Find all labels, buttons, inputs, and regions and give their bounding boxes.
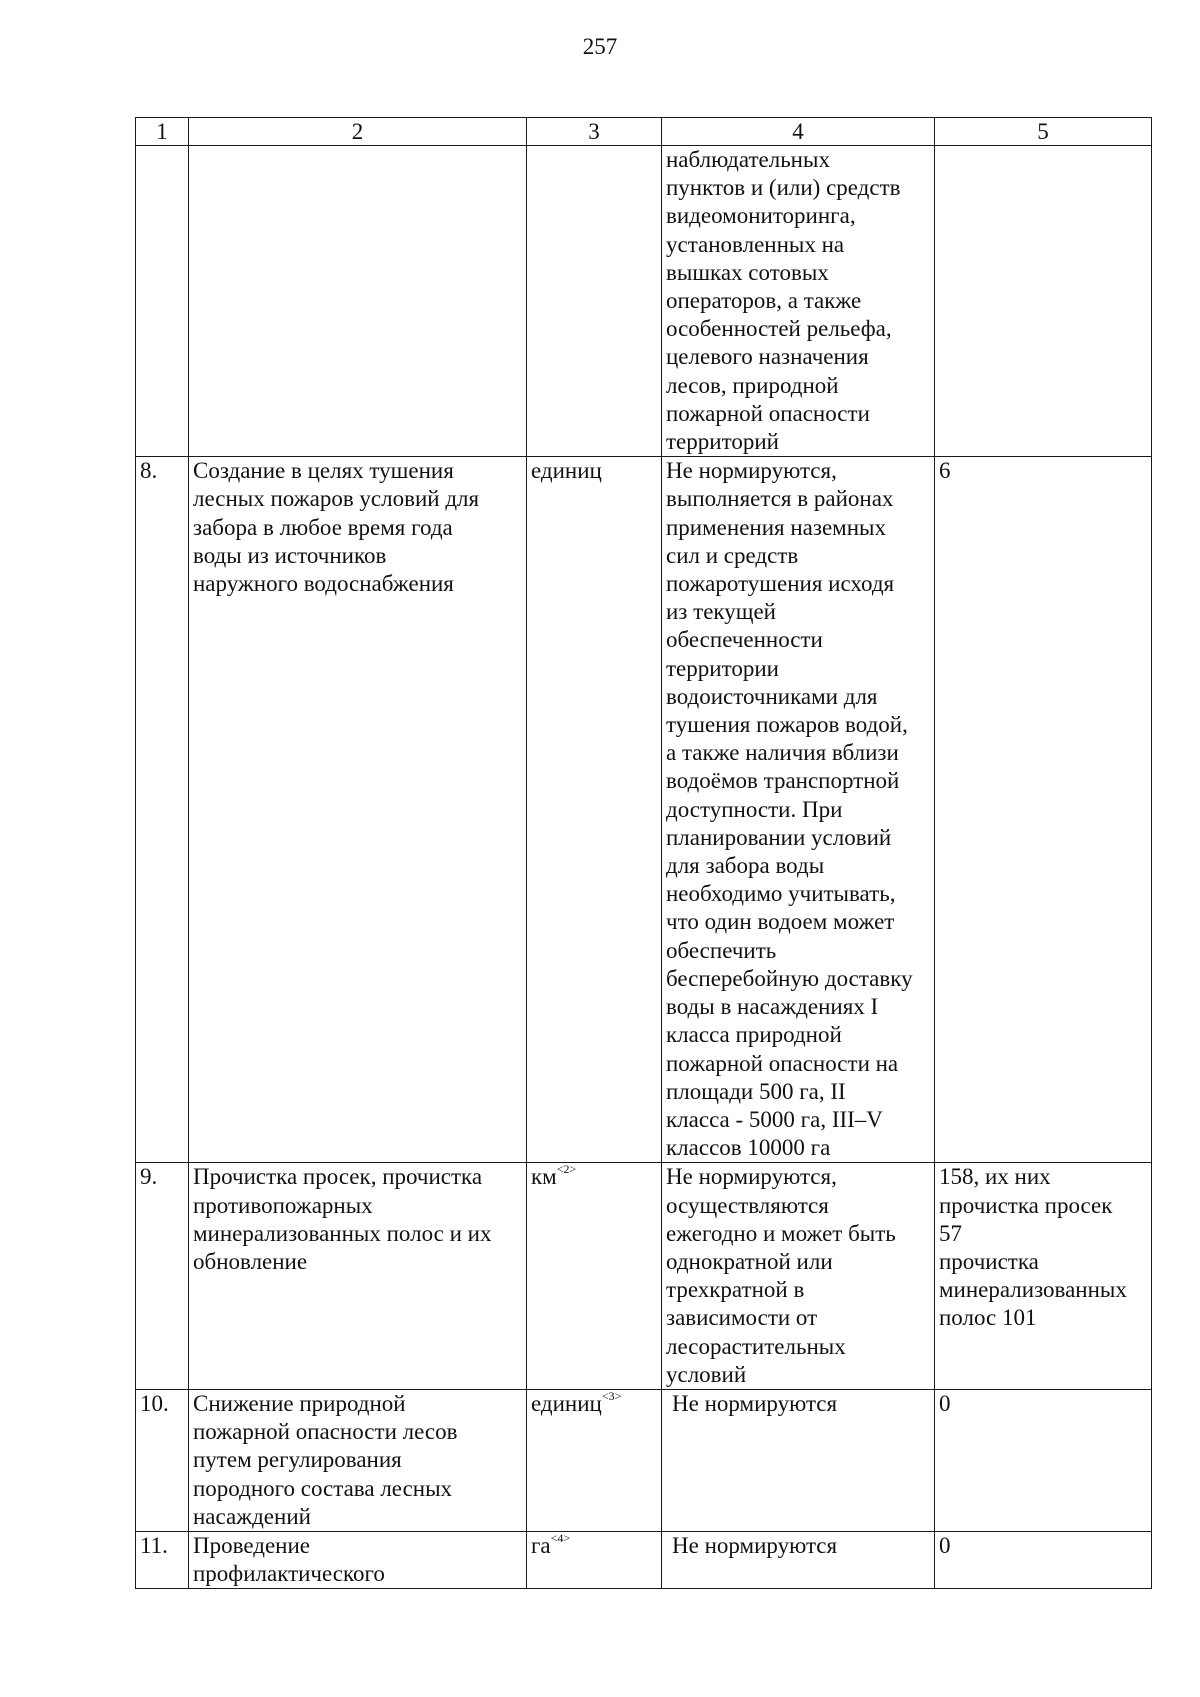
header-cell-4: 4	[662, 118, 935, 146]
activity-name-cell: Создание в целях тушения лесных пожаров условий для забора в любое время года воды из источников наружного водоснабжения	[189, 457, 527, 1163]
row-number-cell: 8.	[136, 457, 189, 1163]
value-cell: 158, их них прочистка просек 57 прочистка минерализованных полос 101	[935, 1163, 1152, 1390]
unit-cell	[527, 1163, 662, 1390]
norm-cell: наблюдательных пунктов и (или) средств видеомониторинга, установленных на вышках сотовых операторов, а также особенностей рельефа, целевого назначения лесов, природной пожарной опасности территорий	[662, 146, 935, 457]
header-cell-1: 1	[136, 118, 189, 146]
table-row-11	[136, 1531, 1152, 1588]
header-cell-3: 3	[527, 118, 662, 146]
table-row-10	[136, 1389, 1152, 1531]
unit-text: га	[531, 1532, 551, 1558]
header-cell-2: 2	[189, 118, 527, 146]
unit-footnote-ref: <3>	[601, 1388, 622, 1403]
table-row-9	[136, 1163, 1152, 1390]
value-cell: 6	[935, 457, 1152, 1163]
value-cell: 0	[935, 1531, 1152, 1588]
row-number-cell: 9.	[136, 1163, 189, 1390]
unit-footnote-ref: <4>	[550, 1530, 571, 1545]
activity-name-cell: Снижение природной пожарной опасности лесов путем регулирования породного состава лесных насаждений	[189, 1389, 527, 1531]
norm-cell: Не нормируются, осуществляются ежегодно и может быть однократной или трехкратной в зависимости от лесорастительных условий	[662, 1163, 935, 1390]
norm-cell: Не нормируются	[662, 1389, 935, 1531]
activity-name-cell	[189, 146, 527, 457]
activity-name-cell: Проведение профилактического	[189, 1531, 527, 1588]
value-cell	[935, 146, 1152, 457]
header-cell-5: 5	[935, 118, 1152, 146]
unit-cell	[527, 1531, 662, 1588]
table-row-continuation	[136, 146, 1152, 457]
unit-footnote-ref: <2>	[556, 1162, 577, 1177]
value-cell: 0	[935, 1389, 1152, 1531]
norms-table	[135, 117, 1152, 1589]
unit-cell	[527, 457, 662, 1163]
norm-cell: Не нормируются	[662, 1531, 935, 1588]
row-number-cell: 10.	[136, 1389, 189, 1531]
activity-name-cell: Прочистка просек, прочистка противопожарных минерализованных полос и их обновление	[189, 1163, 527, 1390]
page-number: 257	[582, 34, 618, 59]
unit-text: единиц	[531, 458, 602, 484]
unit-text: км	[531, 1164, 557, 1190]
row-number-cell: 11.	[136, 1531, 189, 1588]
table-header-row	[136, 118, 1152, 146]
unit-text: единиц	[531, 1390, 602, 1416]
unit-cell	[527, 1389, 662, 1531]
unit-cell	[527, 146, 662, 457]
norm-cell: Не нормируются, выполняется в районах применения наземных сил и средств пожаротушения исходя из текущей обеспеченности территории водоисточниками для тушения пожаров водой, а также наличия вблизи водоёмов транспортной доступности. При планировании условий для забора воды необходимо учитывать, что один водоем может обеспечить бесперебойную доставку воды в насаждениях I класса природной пожарной опасности на площади 500 га, II класса - 5000 га, III–V классов 10000 га	[662, 457, 935, 1163]
row-number-cell	[136, 146, 189, 457]
table-row-8	[136, 457, 1152, 1163]
